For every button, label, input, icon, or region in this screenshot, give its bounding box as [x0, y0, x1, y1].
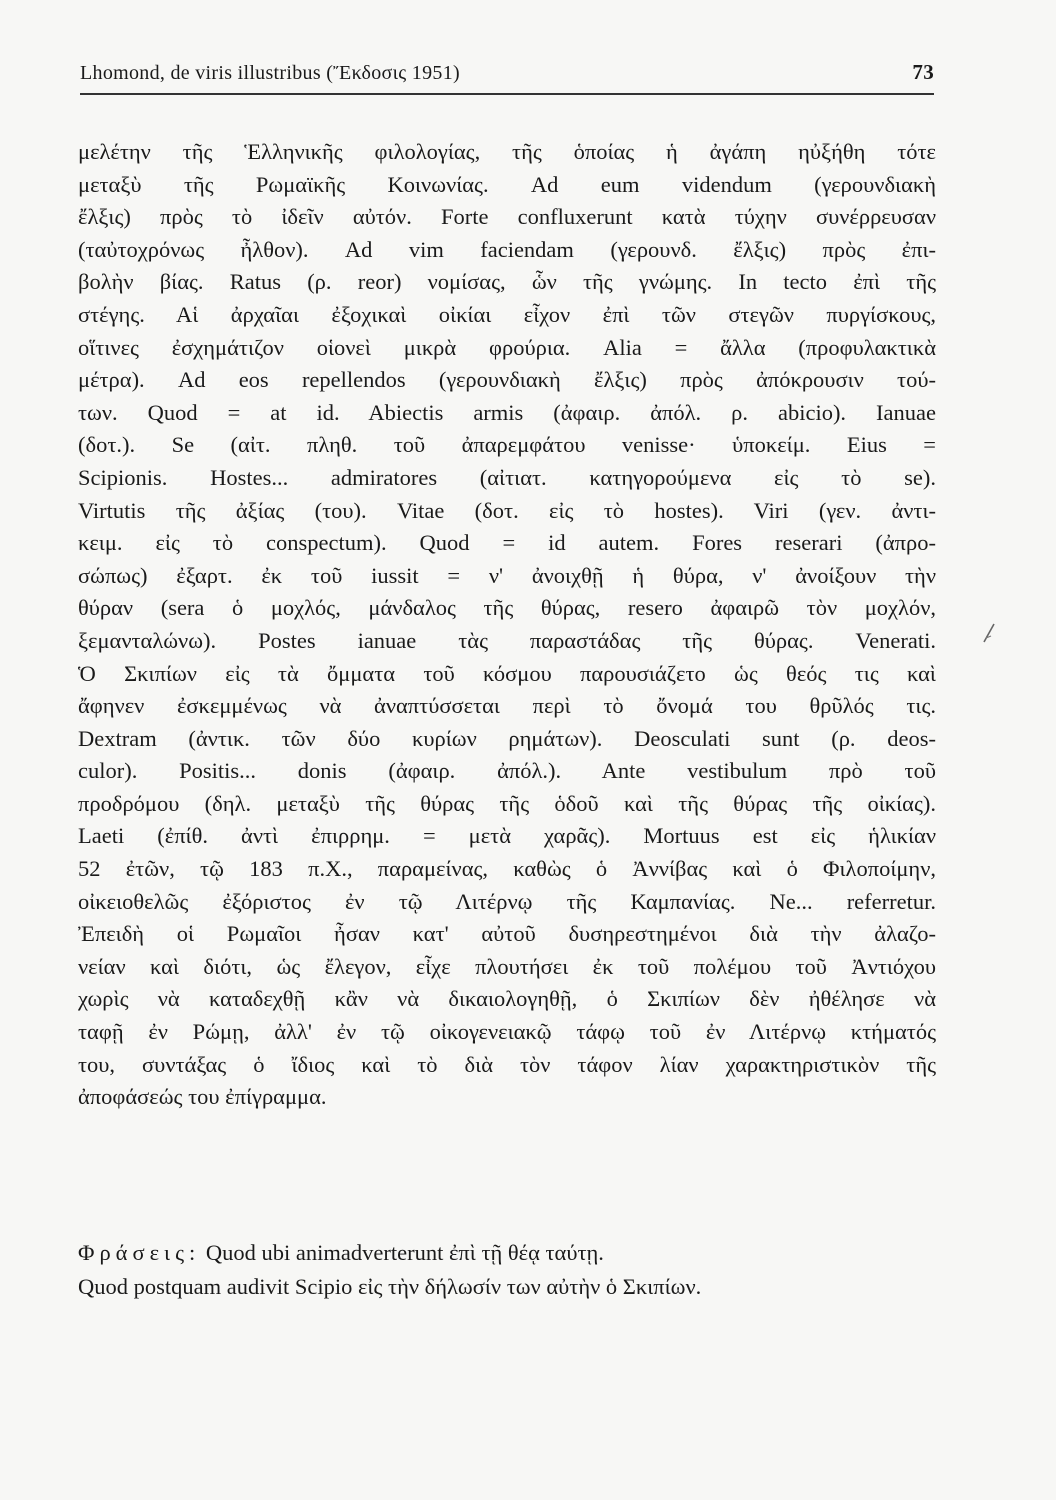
- phrases-section: [78, 1236, 936, 1304]
- phrase-text-1: Quod ubi animadverterunt ἐπὶ τῇ θέᾳ ταύτῃ.: [205, 1240, 604, 1265]
- text-line: του, συντάξας ὁ ἴδιος καὶ τὸ διὰ τὸν τάφον λίαν χαρακτηριστικὸν τῆς: [78, 1051, 936, 1077]
- phrases-line-2: Quod postquam audivit Scipio εἰς τὴν δήλωσίν των αὐτὴν ὁ Σκιπίων.: [78, 1274, 702, 1299]
- text-line: κειμ. εἰς τὸ conspectum). Quod = id autem. Fores reserari (ἀπρο-: [78, 530, 936, 556]
- header-title: Lhomond, de viris illustribus (Ἔκδοσις 1951): [80, 62, 460, 84]
- text-line: ταφῇ ἐν Ρώμῃ, ἀλλ' ἐν τῷ οἰκογενειακῷ τάφῳ τοῦ ἐν Λιτέρνῳ κτήματός: [78, 1019, 936, 1045]
- text-line: μέτρα). Ad eos repellendos (γερουνδιακὴ ἔλξις) πρὸς ἀπόκρουσιν τού-: [78, 367, 936, 393]
- text-line: Virtutis τῆς ἀξίας (του). Vitae (δοτ. εἰς τὸ hostes). Viri (γεν. ἀντι-: [78, 497, 936, 523]
- text-line: ξεμανταλώνω). Postes ianuae τὰς παραστάδας τῆς θύρας. Venerati.: [78, 627, 936, 653]
- text-line: οἰκειοθελῶς ἐξόριστος ἐν τῷ Λιτέρνῳ τῆς Καμπανίας. Ne... referretur.: [78, 888, 936, 914]
- text-line: ἔλξις) πρὸς τὸ ἰδεῖν αὐτόν. Forte confluxerunt κατὰ τύχην συνέρρευσαν: [78, 204, 936, 230]
- text-line: Ἐπειδὴ οἱ Ρωμαῖοι ἦσαν κατ' αὐτοῦ δυσηρεστημένοι διὰ τὴν ἀλαζο-: [78, 921, 936, 947]
- text-line: νείαν καὶ διότι, ὡς ἔλεγον, εἶχε πλουτήσει ἐκ τοῦ πολέμου τοῦ Ἀντιόχου: [78, 953, 936, 979]
- text-line: Ὁ Σκιπίων εἰς τὰ ὄμματα τοῦ κόσμου παρουσιάζετο ὡς θεός τις καὶ: [78, 660, 936, 686]
- text-line: Laeti (ἐπίθ. ἀντὶ ἐπιρρημ. = μετὰ χαρᾶς). Mortuus est εἰς ἡλικίαν: [78, 823, 936, 849]
- text-line: culor). Positis... donis (ἀφαιρ. ἀπόλ.). Ante vestibulum πρὸ τοῦ: [78, 758, 936, 784]
- text-line: ἄφηνεν ἐσκεμμένως νὰ ἀναπτύσσεται περὶ τὸ ὄνομά του θρῦλός τις.: [78, 693, 936, 719]
- running-header: [80, 60, 934, 95]
- text-line: (ταὐτοχρόνως ἦλθον). Ad vim faciendam (γερουνδ. ἔλξις) πρὸς ἐπι-: [78, 236, 936, 262]
- text-line: ἀποφάσεώς του ἐπίγραμμα.: [78, 1084, 327, 1110]
- text-line: Scipionis. Hostes... admiratores (αἰτιατ. κατηγορούμενα εἰς τὸ se).: [78, 464, 936, 490]
- margin-pencil-mark: [982, 622, 996, 644]
- text-line: χωρὶς νὰ καταδεχθῇ κἂν νὰ δικαιολογηθῇ, ὁ Σκιπίων δὲν ἠθέλησε νὰ: [78, 986, 936, 1012]
- text-line: Dextram (ἀντικ. τῶν δύο κυρίων ρημάτων). Deosculati sunt (ρ. deos-: [78, 725, 936, 751]
- text-line: θύραν (sera ὁ μοχλός, μάνδαλος τῆς θύρας, resero ἀφαιρῶ τὸν μοχλόν,: [78, 595, 936, 621]
- text-line: μεταξὺ τῆς Ρωμαϊκῆς Κοινωνίας. Ad eum videndum (γερουνδιακὴ: [78, 171, 936, 197]
- text-line: οἵτινες ἐσχημάτιζον οἱονεὶ μικρὰ φρούρια. Alia = ἄλλα (προφυλακτικὰ: [78, 334, 936, 360]
- phrases-line-1: [78, 1236, 936, 1270]
- text-line: βολὴν βίας. Ratus (ρ. reor) νομίσας, ὧν τῆς γνώμης. In tecto ἐπὶ τῆς: [78, 269, 936, 295]
- commentary-paragraph: [78, 136, 936, 1114]
- text-line: 52 ἐτῶν, τῷ 183 π.Χ., παραμείνας, καθὼς ὁ Ἀννίβας καὶ ὁ Φιλοποίμην,: [78, 856, 936, 882]
- text-line: μελέτην τῆς Ἑλληνικῆς φιλολογίας, τῆς ὁποίας ἡ ἀγάπη ηὐξήθη τότε: [78, 139, 936, 164]
- phrases-label: Φράσεις:: [78, 1240, 201, 1265]
- text-line: σώπως) ἐξαρτ. ἐκ τοῦ iussit = ν' ἀνοιχθῇ ἡ θύρα, ν' ἀνοίξουν τὴν: [78, 562, 936, 588]
- text-line: προδρόμου (δηλ. μεταξὺ τῆς θύρας τῆς ὁδοῦ καὶ τῆς θύρας τῆς οἰκίας).: [78, 790, 936, 816]
- page-number: 73: [912, 60, 934, 84]
- text-line: των. Quod = at id. Abiectis armis (ἀφαιρ. ἀπόλ. ρ. abicio). Ianuae: [78, 399, 936, 425]
- text-line: στέγης. Αἱ ἀρχαῖαι ἐξοχικαὶ οἰκίαι εἶχον ἐπὶ τῶν στεγῶν πυργίσκους,: [78, 301, 936, 327]
- text-line: (δοτ.). Se (αἰτ. πληθ. τοῦ ἀπαρεμφάτου venisse· ὑποκείμ. Eius =: [78, 432, 936, 458]
